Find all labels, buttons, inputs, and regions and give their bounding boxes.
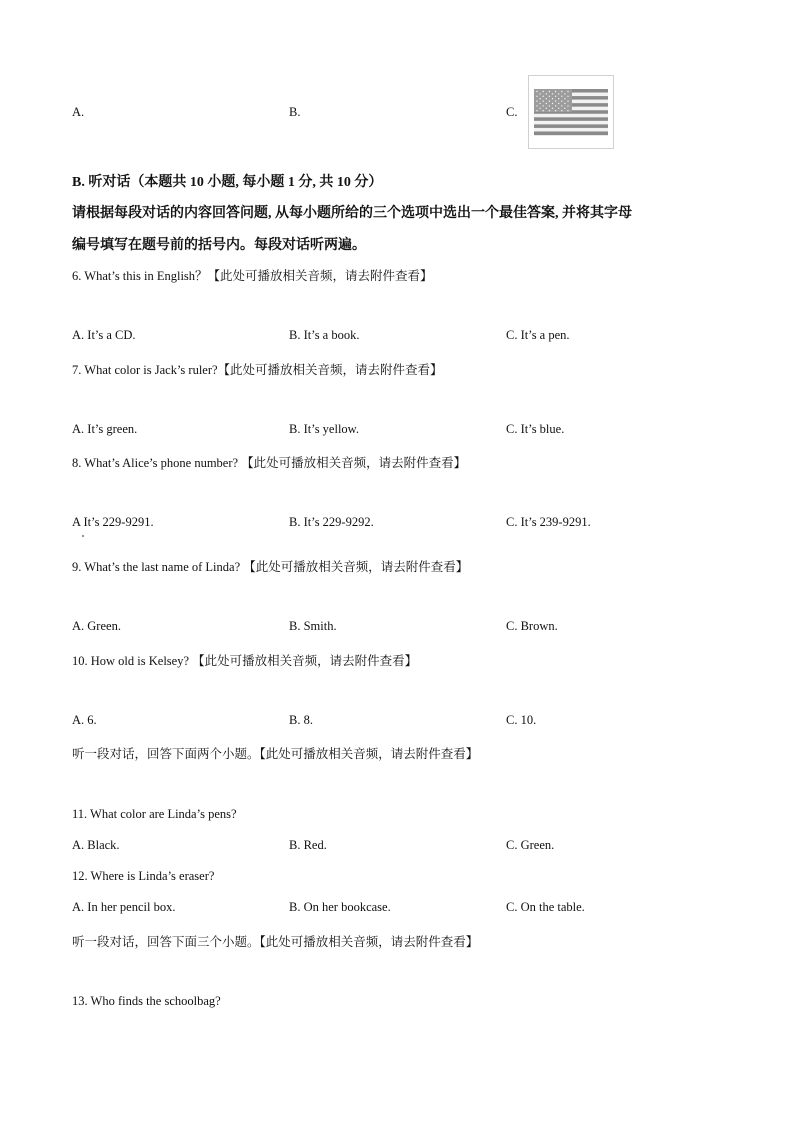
option-a[interactable]: A. [72, 105, 85, 119]
question-13: 13. Who finds the schoolbag? [72, 994, 221, 1008]
q9-option-c[interactable]: C. Brown. [506, 619, 558, 633]
us-flag-image [528, 75, 614, 149]
q10-option-c[interactable]: C. 10. [506, 713, 537, 727]
question-6-options [0, 328, 794, 346]
q6-option-a[interactable]: A. It’s a CD. [72, 328, 136, 342]
question-10-options [0, 713, 794, 731]
question-8: 8. What’s Alice’s phone number? 【此处可播放相关音频，请去附件查看】 [72, 456, 467, 470]
dialogue-2-prompt: 听一段对话，回答下面三个小题。【此处可播放相关音频，请去附件查看】 [72, 935, 479, 949]
question-11: 11. What color are Linda’s pens? [72, 807, 237, 821]
dialogue-1-prompt: 听一段对话，回答下面两个小题。【此处可播放相关音频，请去附件查看】 [72, 747, 479, 761]
q8-option-c[interactable]: C. It’s 239-9291. [506, 515, 591, 529]
q6-option-c[interactable]: C. It’s a pen. [506, 328, 570, 342]
q11-option-b[interactable]: B. Red. [289, 838, 327, 852]
q11-option-c[interactable]: C. Green. [506, 838, 555, 852]
option-c[interactable]: C. [506, 105, 518, 119]
q8-option-a[interactable]: A It’s 229-9291. [72, 515, 154, 529]
q9-option-b[interactable]: B. Smith. [289, 619, 337, 633]
question-10: 10. How old is Kelsey? 【此处可播放相关音频，请去附件查看】 [72, 654, 418, 668]
option-b[interactable]: B. [289, 105, 301, 119]
question-11-options [0, 838, 794, 856]
question-12-options [0, 900, 794, 918]
question-7-options [0, 422, 794, 440]
question-6: 6. What’s this in English？【此处可播放相关音频，请去附件查看】 [72, 269, 433, 283]
q7-option-b[interactable]: B. It’s yellow. [289, 422, 360, 436]
q6-option-b[interactable]: B. It’s a book. [289, 328, 360, 342]
q10-option-b[interactable]: B. 8. [289, 713, 313, 727]
q7-option-a[interactable]: A. It’s green. [72, 422, 138, 436]
section-a-options [0, 105, 794, 123]
q12-option-b[interactable]: B. On her bookcase. [289, 900, 391, 914]
q9-option-a[interactable]: A. Green. [72, 619, 121, 633]
stray-mark [82, 535, 84, 537]
question-8-options [0, 515, 794, 533]
q12-option-a[interactable]: A. In her pencil box. [72, 900, 176, 914]
section-b-instruction-line2: 编号填写在题号前的括号内。每段对话听两遍。 [72, 238, 366, 253]
section-b-title: B. 听对话（本题共 10 小题, 每小题 1 分, 共 10 分） [72, 175, 383, 190]
q10-option-a[interactable]: A. 6. [72, 713, 97, 727]
q12-option-c[interactable]: C. On the table. [506, 900, 585, 914]
question-7: 7. What color is Jack’s ruler?【此处可播放相关音频，请去附件查看】 [72, 363, 443, 377]
q11-option-a[interactable]: A. Black. [72, 838, 120, 852]
us-flag-grayscale-icon [529, 76, 613, 148]
question-9: 9. What’s the last name of Linda? 【此处可播放相关音频，请去附件查看】 [72, 560, 469, 574]
section-b-instruction-line1: 请根据每段对话的内容回答问题, 从每小题所给的三个选项中选出一个最佳答案, 并将其字母 [72, 206, 632, 221]
q8-option-b[interactable]: B. It’s 229-9292. [289, 515, 374, 529]
q7-option-c[interactable]: C. It’s blue. [506, 422, 565, 436]
question-9-options [0, 619, 794, 637]
question-12: 12. Where is Linda’s eraser? [72, 869, 215, 883]
